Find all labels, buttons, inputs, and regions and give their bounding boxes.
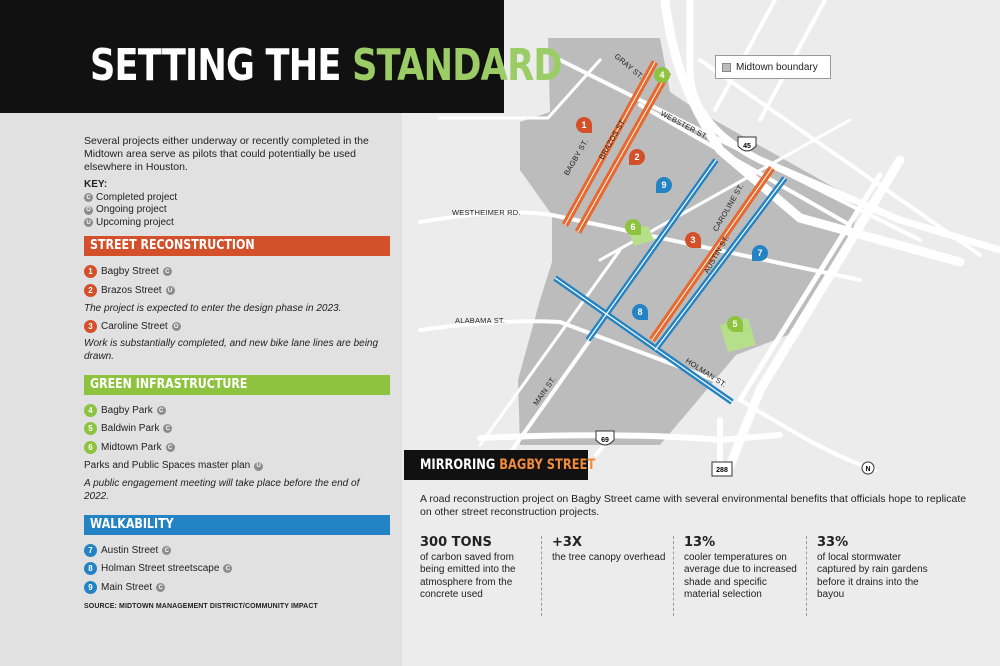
svg-text:2: 2 <box>634 152 640 162</box>
section-street-reconstruction: STREET RECONSTRUCTION <box>84 236 390 256</box>
marker-3 <box>685 232 701 248</box>
svg-text:6: 6 <box>630 222 636 232</box>
list-item: 6 Midtown Park C <box>84 441 175 454</box>
divider <box>673 536 674 616</box>
label-caroline-st: CAROLINE ST. <box>710 182 746 233</box>
mirroring-text: A road reconstruction project on Bagby Street came with several environmental benefits that officials hope to replicate on other street reconstruction projects. <box>420 493 967 518</box>
svg-text:5: 5 <box>732 319 738 329</box>
label-gray-st: GRAY ST. <box>612 51 646 82</box>
list-item: 5 Baldwin Park C <box>84 422 172 435</box>
svg-text:45: 45 <box>743 143 751 150</box>
key-title: KEY: <box>84 179 108 190</box>
i45-shield-icon <box>738 137 756 151</box>
svg-text:N: N <box>865 466 871 473</box>
compass-north-icon <box>862 462 874 474</box>
us69-shield-icon <box>596 431 614 445</box>
list-item: 2 Brazos Street U <box>84 284 175 297</box>
marker-7 <box>752 245 768 261</box>
note: Work is substantially completed, and new bike lane lines are being drawn. <box>84 338 379 362</box>
stat-temperature: 13% cooler temperatures on average due to increased shade and specific material selection <box>684 535 797 600</box>
label-main-st: MAIN ST. <box>531 374 558 408</box>
section-green-infrastructure: GREEN INFRASTRUCTURE <box>84 375 390 395</box>
marker-6 <box>625 219 641 235</box>
page-title: SETTING THE STANDARD <box>90 40 562 91</box>
svg-text:8: 8 <box>637 307 643 317</box>
svg-text:1: 1 <box>581 120 587 130</box>
list-item: 7 Austin Street C <box>84 544 171 557</box>
label-austin-st: AUSTIN ST. <box>701 233 731 275</box>
label-alabama-st: ALABAMA ST. <box>455 316 506 325</box>
key-item-completed: C Completed project <box>84 192 177 205</box>
svg-text:4: 4 <box>659 70 665 80</box>
legend-label: Midtown boundary <box>736 61 818 73</box>
svg-text:3: 3 <box>690 235 696 245</box>
intro-text: Several projects either underway or recently completed in the Midtown area serve as pilots that could potentially be used elsewhere in Houston. <box>84 135 369 173</box>
svg-text:69: 69 <box>601 437 609 444</box>
stat-carbon: 300 TONS of carbon saved from being emitted into the atmosphere from the concrete used <box>420 535 516 600</box>
stat-canopy: +3X the tree canopy overhead <box>552 535 666 563</box>
list-item: 4 Bagby Park C <box>84 404 166 417</box>
divider <box>541 536 542 616</box>
marker-1 <box>576 117 592 133</box>
boundary-swatch <box>722 63 731 72</box>
marker-2 <box>629 149 645 165</box>
list-item: Parks and Public Spaces master plan U <box>84 460 263 472</box>
title-bar <box>0 0 562 113</box>
source-credit: SOURCE: MIDTOWN MANAGEMENT DISTRICT/COMMUNITY IMPACT <box>84 603 318 610</box>
svg-text:7: 7 <box>757 248 763 258</box>
svg-text:9: 9 <box>661 180 667 190</box>
label-brazos-st: BRAZOS ST. <box>596 116 628 161</box>
note: The project is expected to enter the design phase in 2023. <box>84 303 342 314</box>
divider <box>806 536 807 616</box>
list-item: 8 Holman Street streetscape C <box>84 562 232 575</box>
list-item: 1 Bagby Street C <box>84 265 172 278</box>
sh288-shield-icon <box>712 462 732 476</box>
marker-4 <box>654 67 670 83</box>
mirroring-title: MIRRORING BAGBY STREET <box>404 450 588 480</box>
note: A public engagement meeting will take place before the end of 2022. <box>84 478 360 502</box>
marker-5 <box>727 316 743 332</box>
section-walkability: WALKABILITY <box>84 515 390 535</box>
list-item: 3 Caroline Street O <box>84 320 181 333</box>
svg-text:288: 288 <box>716 467 728 474</box>
label-webster-st: WEBSTER ST. <box>659 108 710 142</box>
key <box>84 179 177 229</box>
label-holman-st: HOLMAN ST. <box>683 356 729 390</box>
marker-9 <box>656 177 672 193</box>
marker-8 <box>632 304 648 320</box>
list-item: 9 Main Street C <box>84 581 165 594</box>
label-westheimer-rd: WESTHEIMER RD. <box>452 208 521 217</box>
stat-stormwater: 33% of local stormwater captured by rain gardens before it drains into the bayou <box>817 535 928 600</box>
label-bagby-st: BAGBY ST. <box>561 137 590 177</box>
key-item-upcoming: U Upcoming project <box>84 217 177 230</box>
key-item-ongoing: O Ongoing project <box>84 204 177 217</box>
map-legend <box>715 55 831 79</box>
